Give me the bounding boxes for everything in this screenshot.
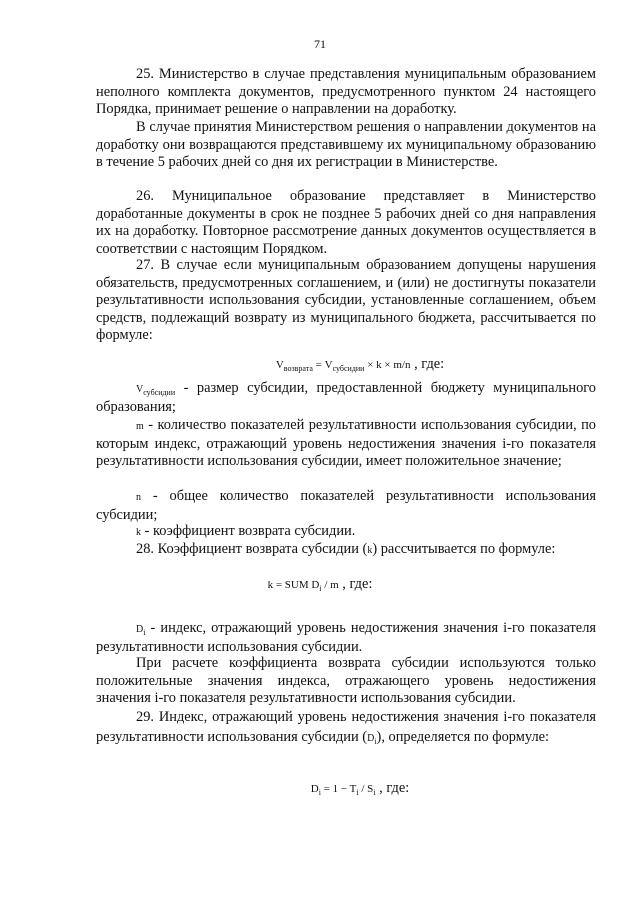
definition-n [96, 488, 596, 524]
formula-return-volume [40, 356, 640, 375]
formula3-sub-i: i [318, 788, 321, 797]
formula2-rest: / m [321, 579, 339, 591]
formula2-suffix: , где: [338, 576, 373, 592]
formula1-sub-subsidy: субсидии [332, 364, 365, 373]
paragraph-25: 25. Министерство в случае представления муниципальным образованием неполного комплекта документов, предусмотренного пунктом 24 настоящего Порядка, принимает решение о направлении на доработку. [96, 66, 596, 118]
def-d-text: - индекс, отражающий уровень недостижения значения i-го показателя результативности использования субсидии. [96, 620, 596, 655]
paragraph-27: 27. В случае если муниципальным образованием допущены нарушения обязательств, предусмотренных соглашением, и (или) не достигнуты показатели результативности использования субсидии, установленные соглашением, объем средств, подлежащий возврату из муниципального бюджета, рассчитывается по формуле: [96, 257, 596, 344]
paragraph-28-note: При расчете коэффициента возврата субсидии используются только положительные значения индекса, отражающего уровень недостижения значения i-го показателя результативности использования субсидии. [96, 655, 596, 707]
p28-pre: 28. Коэффициент возврата субсидии ( [136, 541, 368, 557]
formula1-v: V [275, 359, 284, 371]
def-k-symbol: k [136, 527, 141, 538]
def-n-text: - общее количество показателей результативности использования субсидии; [96, 488, 596, 523]
formula3-sub-i3: i [373, 788, 376, 797]
formula1-suffix: , где: [410, 356, 445, 372]
definition-v [96, 380, 596, 416]
formula3-d: D [310, 783, 319, 795]
formula2-main: k = SUM D [267, 579, 320, 591]
formula3-suffix: , где: [375, 780, 410, 796]
def-n-symbol: n [136, 492, 141, 503]
formula-index [40, 780, 640, 799]
p28-symbol: k [367, 545, 373, 556]
formula-coefficient [0, 576, 640, 595]
p29-sub: i [374, 737, 377, 746]
definition-m [96, 417, 596, 471]
definition-d [96, 620, 596, 656]
p28-post: ) рассчитывается по формуле: [372, 541, 556, 557]
formula1-rest: × k × m/n [364, 359, 411, 371]
p29-symbol: D [367, 733, 375, 744]
formula2-sub: i [319, 584, 322, 593]
def-d-symbol: D [136, 624, 144, 635]
formula3-mid: = 1 − T [320, 783, 357, 795]
def-v-sub: субсидии [143, 388, 176, 397]
p29-post: ), определяется по формуле: [376, 729, 550, 745]
definition-k [96, 523, 596, 542]
def-m-text: - количество показателей результативности использования субсидии, по которым индекс, отражающий уровень недостижения значения i-го показателя результативности использования субсидии, имеет положительное значение; [96, 417, 596, 470]
paragraph-25-continuation: В случае принятия Министерством решения о направлении документов на доработку они возвращаются представившему их муниципальному образованию в течение 5 рабочих дней со дня их регистрации в Министерстве. [96, 119, 596, 171]
def-v-symbol: V [136, 384, 144, 395]
def-m-symbol: m [136, 421, 144, 432]
formula1-sub-return: возврата [283, 364, 313, 373]
formula1-eq: = V [312, 359, 333, 371]
paragraph-29 [96, 707, 596, 749]
def-d-sub: i [143, 628, 146, 637]
page-number: 71 [314, 37, 326, 51]
p29-pre: 29. Индекс, отражающий уровень недостижения значения i-го показателя результативности использования субсидии ( [96, 709, 596, 745]
formula3-sub-i2: i [356, 788, 359, 797]
def-v-text: - размер субсидии, предоставленной бюджету муниципального образования; [96, 380, 596, 415]
paragraph-26: 26. Муниципальное образование представляет в Министерство доработанные документы в срок не позднее 5 рабочих дней со дня направления их на доработку. Повторное рассмотрение данных документов осуществляется в соответствии с настоящим Порядком. [96, 188, 596, 257]
paragraph-28 [96, 541, 596, 560]
formula3-slash: / S [358, 783, 374, 795]
def-k-text: - коэффициент возврата субсидии. [141, 523, 356, 539]
